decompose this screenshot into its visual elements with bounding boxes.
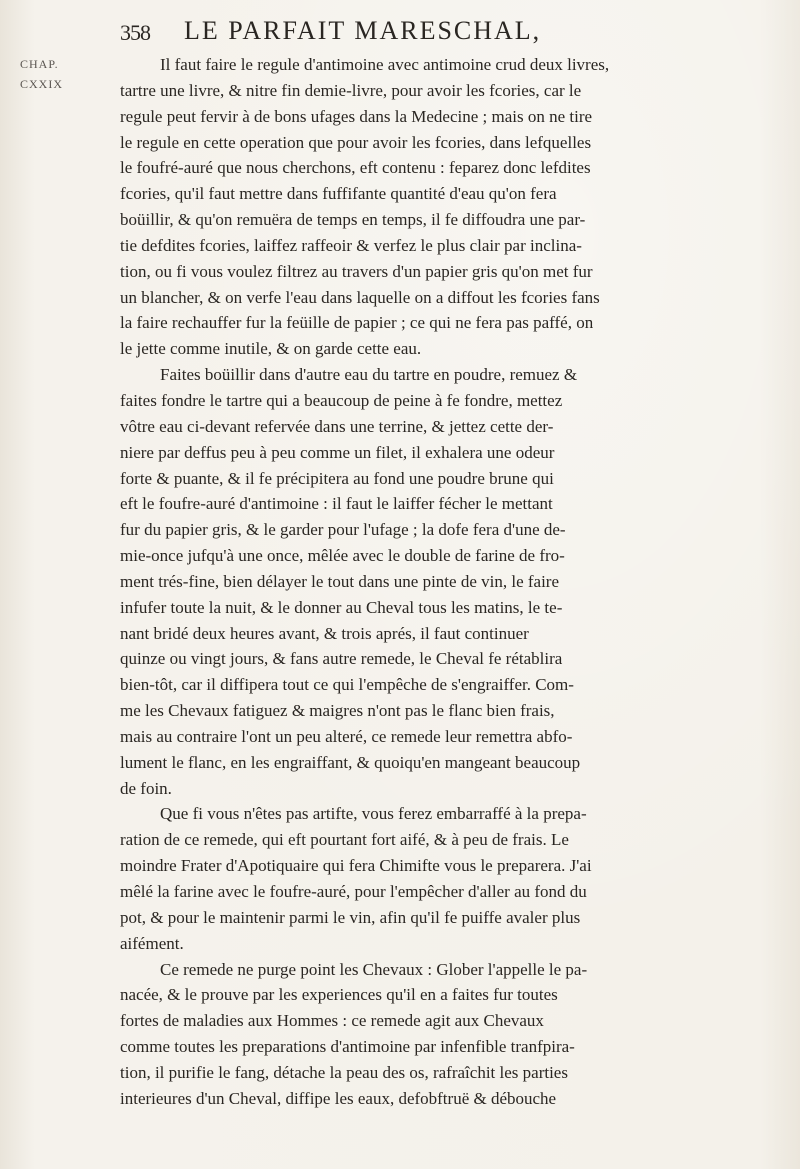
text-line: lument le flanc, en les engraiffant, & quoiqu'en mangeant beaucoup [120,752,581,772]
running-title: LE PARFAIT MARESCHAL, [184,16,542,45]
text-line: niere par deffus peu à peu comme un filet, il exhalera une odeur [120,442,555,462]
page-number: 358 [120,20,150,45]
text-line: Ce remede ne purge point les Chevaux : Glober l'appelle le pa- [160,959,588,979]
page-header [120,16,780,50]
text-line: un blancher, & on verfe l'eau dans laquelle on a diffout les fcories fans [120,287,600,307]
text-line: faites fondre le tartre qui a beaucoup de peine à fe fondre, mettez [120,390,563,410]
text-line: mais au contraire l'ont un peu alteré, ce remede leur remettra abfo- [120,726,573,746]
text-line: interieures d'un Cheval, diffipe les eaux, defobftruë & débouche [120,1088,557,1108]
text-line: Faites boüillir dans d'autre eau du tartre en poudre, remuez & [160,365,578,385]
text-line: bien-tôt, car il diffipera tout ce qui l'empêche de s'engraiffer. Com- [120,675,574,695]
text-line: forte & puante, & il fe précipitera au fond une poudre brune qui [120,468,554,488]
text-line: tion, il purifie le fang, détache la peau des os, rafraîchit les parties [120,1062,568,1082]
text-line: Que fi vous n'êtes pas artifte, vous ferez embarraffé à la prepa- [160,804,587,824]
text-line: comme toutes les preparations d'antimoine par infenfible tranfpira- [120,1037,575,1057]
text-line: nant bridé deux heures avant, & trois aprés, il faut continuer [120,623,529,643]
text-line: fur du papier gris, & le garder pour l'ufage ; la dofe fera d'une de- [120,520,566,540]
text-line: me les Chevaux fatiguez & maigres n'ont pas le flanc bien frais, [120,701,555,721]
text-line: mêlé la farine avec le foufre-auré, pour l'empêcher d'aller au fond du [120,882,587,901]
text-line: nacée, & le prouve par les experiences qu'il en a faites fur toutes [120,985,558,1005]
text-line: moindre Frater d'Apotiquaire qui fera Chimifte vous le preparera. J'ai [120,856,592,876]
text-line: boüillir, & qu'on remuëra de temps en temps, il fe diffoudra une par- [120,210,586,230]
text-line: de foin. [120,778,172,798]
margin-chapter-note [20,54,92,94]
text-line: fortes de maladies aux Hommes : ce remede agit aux Chevaux [120,1011,544,1031]
text-line: infufer toute la nuit, & le donner au Cheval tous les matins, le te- [120,597,563,617]
text-line: mie-once jufqu'à une once, mêlée avec le double de farine de fro- [120,546,565,566]
text-line: la faire rechauffer fur la feüille de papier ; ce qui ne fera pas paffé, on [120,313,594,333]
text-line: le jette comme inutile, & on garde cette eau. [120,339,422,359]
text-line: regule peut fervir à de bons ufages dans la Medecine ; mais on ne tire [120,106,593,126]
text-line: vôtre eau ci-devant refervée dans une terrine, & jettez cette der- [120,416,554,436]
text-line: aifément. [120,933,184,953]
text-line: ment trés-fine, bien délayer le tout dans une pinte de vin, le faire [120,571,560,591]
chapter-number: CXXIX [20,77,63,91]
text-line: quinze ou vingt jours, & fans autre remede, le Cheval fe rétablira [120,649,563,669]
text-line: eft le foufre-auré d'antimoine : il faut le laiffer fécher le mettant [120,494,553,514]
text-line: tie defdites fcories, laiffez raffeoir & verfez le plus clair par inclina- [120,235,582,255]
text-line: fcories, qu'il faut mettre dans fuffifante quantité d'eau qu'on fera [120,184,557,204]
body-text [120,52,780,1112]
text-line: le foufré-auré que nous cherchons, eft contenu : feparez donc lefdites [120,158,591,178]
text-line: Il faut faire le regule d'antimoine avec antimoine crud deux livres, [160,55,610,74]
text-line: tion, ou fi vous voulez filtrez au travers d'un papier gris qu'on met fur [120,261,593,281]
text-line: pot, & pour le maintenir parmi le vin, afin qu'il fe puiffe avaler plus [120,907,581,927]
text-line: le regule en cette operation que pour avoir les fcories, dans lefquelles [120,132,592,152]
text-line: ration de ce remede, qui eft pourtant fort aifé, & à peu de frais. Le [120,830,569,850]
text-line: tartre une livre, & nitre fin demie-livre, pour avoir les fcories, car le [120,80,582,100]
chapter-label: CHAP. [20,57,59,71]
